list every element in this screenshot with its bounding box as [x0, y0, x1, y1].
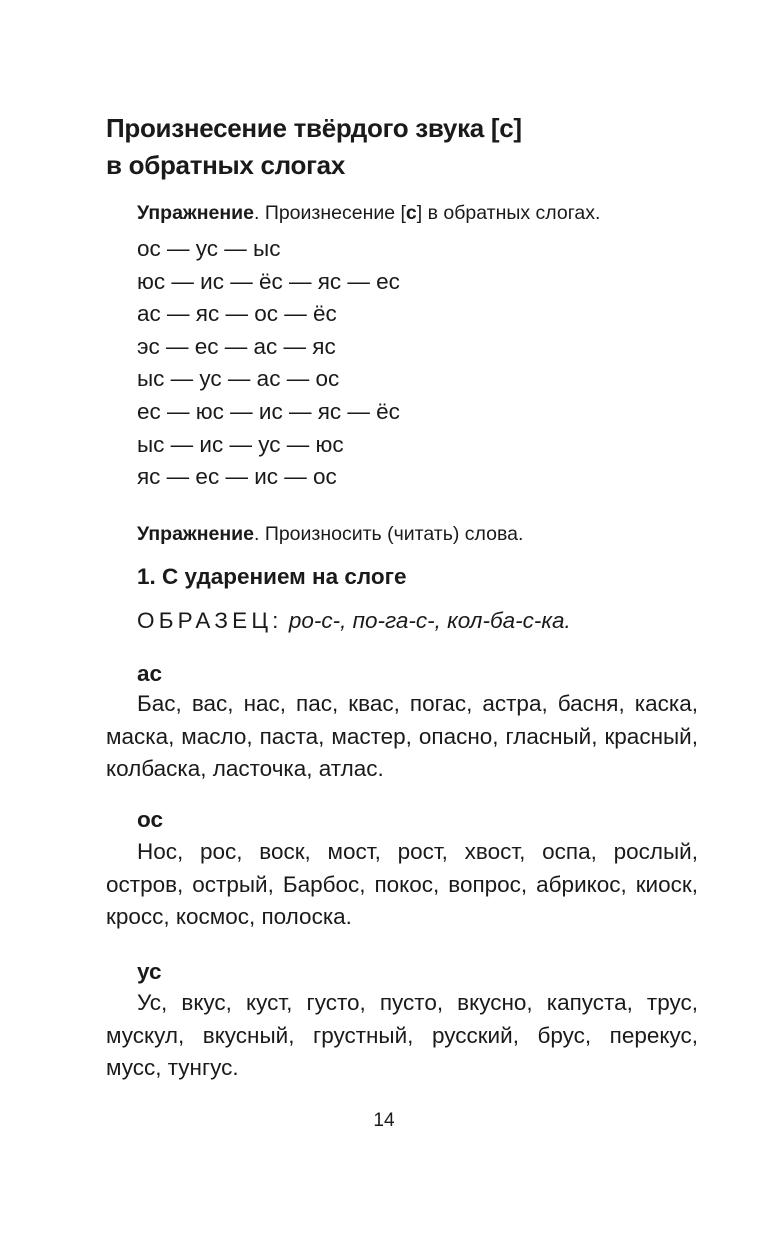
- word-list-paragraph: Бас, вас, нас, пас, квас, погас, астра, басня, каска, маска, масло, паста, мастер, опасно, гласный, красный, колбаска, ласточка, атлас.: [106, 691, 698, 781]
- exercise-label: Упражнение: [137, 523, 254, 545]
- syllable-row: ес — юс — ис — яс — ёс: [137, 398, 400, 424]
- sample-example: ро-с-, по-га-с-, кол-ба-с-ка.: [282, 608, 571, 633]
- sample-label: ОБРАЗЕЦ:: [137, 608, 283, 633]
- syllable-subheading: ос: [137, 807, 163, 832]
- exercise-text: . Произнесение [: [253, 202, 406, 224]
- syllable-subheading: ус: [137, 959, 162, 984]
- syllable-row: ос — ус — ыс: [137, 236, 281, 261]
- exercise-label: Упражнение: [137, 202, 254, 224]
- exercise-text: . Произносить (читать) слова.: [253, 523, 524, 545]
- exercise-sound: с: [405, 202, 417, 224]
- syllable-list: [137, 233, 400, 494]
- syllable-row: ас — яс — ос — ёс: [137, 301, 337, 327]
- section-heading: 1. С ударением на слоге: [137, 564, 407, 589]
- title-line-1: Произнесение твёрдого звука [с]: [106, 113, 522, 143]
- syllable-row: юс — ис — ёс — яс — ес: [137, 268, 400, 294]
- exercise-instruction-1: [137, 200, 600, 226]
- syllable-subheading: ас: [137, 661, 163, 686]
- page-number: 14: [373, 1110, 395, 1131]
- page-title: [106, 110, 706, 184]
- exercise-instruction-2: [137, 521, 523, 547]
- title-line-2: в обратных слогах: [106, 150, 345, 180]
- exercise-text-end: ] в обратных слогах.: [416, 202, 601, 224]
- word-list-paragraph: Нос, рос, воск, мост, рост, хвост, оспа, рослый, остров, острый, Барбос, покос, вопрос, абрикос, киоск, кросс, космос, полоска.: [106, 839, 698, 929]
- syllable-row: яс — ес — ис — ос: [137, 464, 337, 490]
- syllable-row: ыс — ус — ас — ос: [137, 366, 340, 392]
- syllable-row: ыс — ис — ус — юс: [137, 431, 344, 457]
- syllable-row: эс — ес — ас — яс: [137, 333, 336, 359]
- word-list-paragraph: Ус, вкус, куст, густо, пусто, вкусно, капуста, трус, мускул, вкусный, грустный, русский, брус, перекус, мусс, тунгус.: [106, 990, 698, 1080]
- sample-line: [137, 606, 571, 636]
